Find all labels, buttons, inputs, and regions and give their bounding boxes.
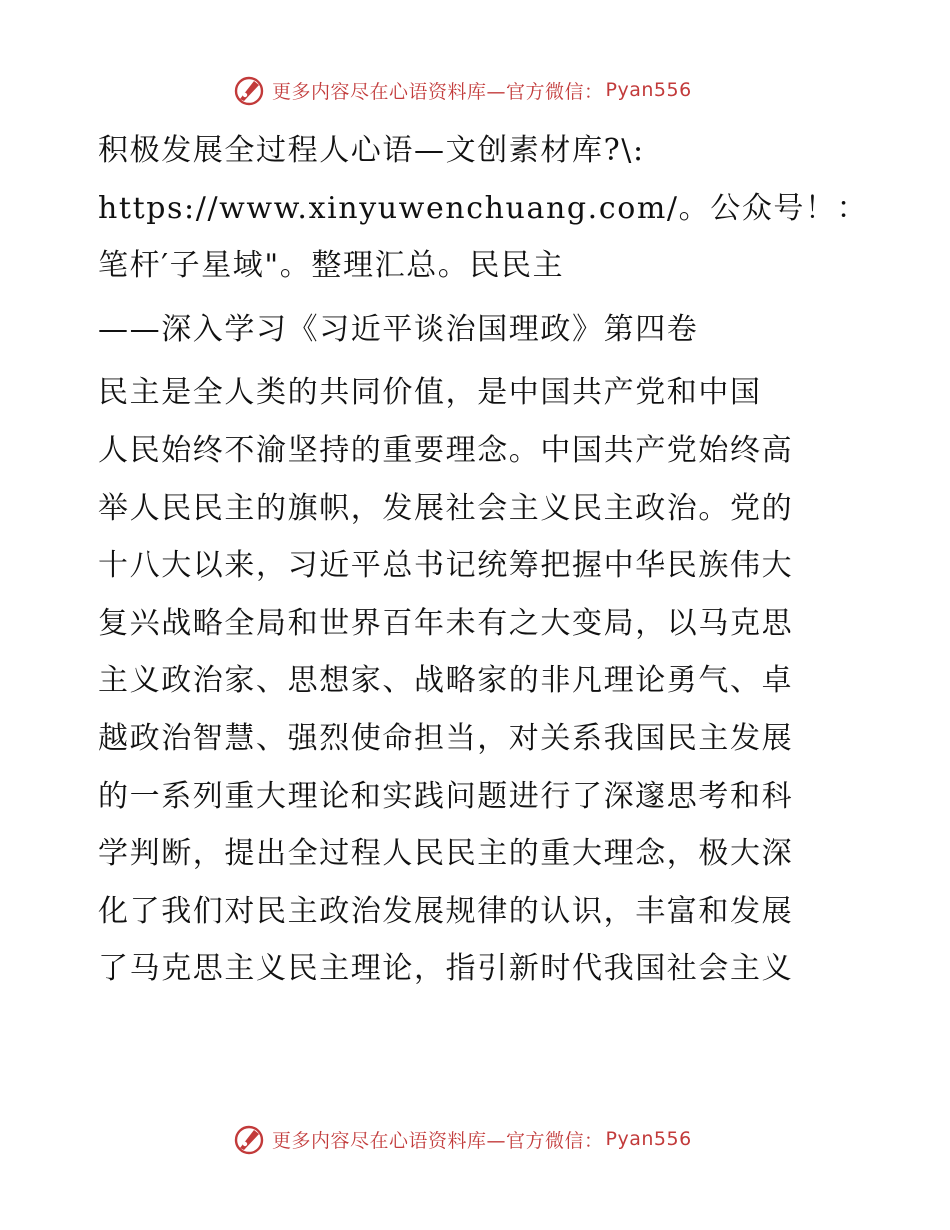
body-line: 复兴战略全局和世界百年未有之大变局，以马克思: [98, 605, 794, 641]
wechat-id: Pyan556: [605, 79, 692, 101]
body-line: 的一系列重大理论和实践问题进行了深邃思考和科: [98, 778, 794, 814]
pen-nib-logo-icon: [232, 73, 266, 107]
body-line: 化了我们对民主政治发展规律的认识，丰富和发展: [98, 893, 794, 929]
pen-nib-logo-icon: [232, 1122, 266, 1156]
banner-text: 更多内容尽在心语资料库—官方微信：: [272, 80, 604, 103]
body-line: 学判断，提出全过程人民民主的重大理念，极大深: [98, 836, 794, 872]
bottom-banner: [232, 1122, 752, 1156]
body-line: 民主是全人类的共同价值，是中国共产党和中国: [98, 375, 762, 411]
banner-text: 更多内容尽在心语资料库—官方微信：: [272, 1129, 604, 1152]
top-banner: [232, 73, 752, 107]
body-line: 举人民民主的旗帜，发展社会主义民主政治。党的: [98, 490, 794, 526]
body-line: 人民始终不渝坚持的重要理念。中国共产党始终高: [98, 432, 794, 468]
subtitle: ——深入学习《习近平谈治国理政》第四卷: [98, 311, 699, 347]
body-line: 十八大以来，习近平总书记统筹把握中华民族伟大: [98, 548, 794, 584]
header-line: 笔杆′子星域"。整理汇总。民民主: [98, 248, 565, 284]
body-line: 了马克思主义民主理论，指引新时代我国社会主义: [98, 951, 794, 987]
header-line: 积极发展全过程人心语—文创素材库?\:: [98, 133, 645, 168]
document-content: [98, 122, 869, 998]
wechat-id: Pyan556: [605, 1128, 692, 1150]
body-line: 主义政治家、思想家、战略家的非凡理论勇气、卓: [98, 663, 794, 699]
header-line: https://www.xinyuwenchuang.com/。公众号！：: [98, 190, 869, 226]
body-line: 越政治智慧、强烈使命担当，对关系我国民主发展: [98, 720, 794, 756]
